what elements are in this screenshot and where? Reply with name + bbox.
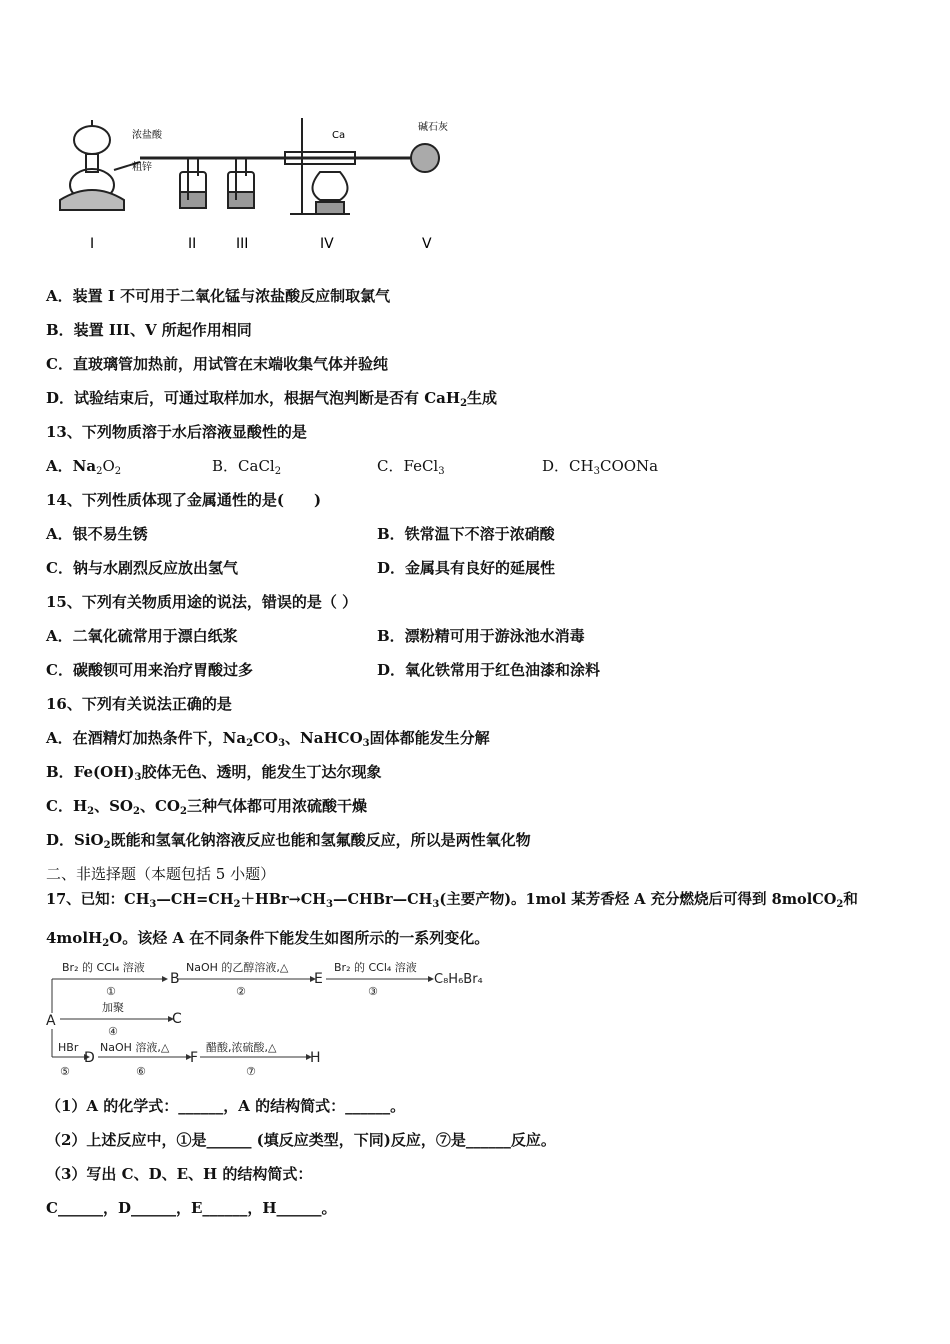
q14-option-c: C．钠与水剧烈反应放出氢气 (46, 559, 238, 577)
q12-option-a: A．装置 I 不可用于二氧化锰与浓盐酸反应制取氯气 (46, 287, 391, 305)
q15-option-c: C．碳酸钡可用来治疗胃酸过多 (46, 661, 253, 679)
reagent-2: NaOH 的乙醇溶液,△ (186, 961, 289, 974)
q12-option-c: C．直玻璃管加热前，用试管在末端收集气体并验纯 (46, 355, 388, 373)
step-6: ⑥ (136, 1065, 146, 1078)
reaction-scheme (46, 955, 506, 1085)
label-zn: 粗锌 (132, 162, 152, 173)
q17-part3: （3）写出 C、D、E、H 的结构简式： (46, 1165, 313, 1183)
q16-stem: 16、下列有关说法正确的是 (46, 695, 232, 713)
reagent-5: HBr (58, 1041, 79, 1054)
q15-option-b: B．漂粉精可用于游泳池水消毒 (377, 627, 585, 645)
node-a: A (46, 1013, 56, 1029)
q12-option-b: B．装置 III、V 所起作用相同 (46, 321, 252, 339)
q17-part1: （1）A 的化学式：______，A 的结构简式：______。 (46, 1097, 406, 1115)
step-7: ⑦ (246, 1065, 256, 1078)
q17-line2: 4molH$_2$O。该烃 A 在不同条件下能发生如图所示的一系列变化。 (46, 929, 490, 949)
q12-option-d: D．试验结束后，可通过取样加水，根据气泡判断是否有 CaH$_2$生成 (46, 389, 498, 409)
q14-option-d: D．金属具有良好的延展性 (377, 559, 556, 577)
node-b: B (170, 971, 180, 987)
q16-option-b: B．$Fe(OH)_3$胶体无色、透明，能发生丁达尔现象 (46, 763, 382, 783)
q17-line1: 17、已知：$CH_3—CH=CH_2+HBr\to CH_3—CHBr—CH_3$(主要产物)。1mol 某芳香烃 A 充分燃烧后可得到 8molCO$_2$和 (46, 891, 858, 910)
roman-5: V (422, 236, 432, 252)
reagent-4: 加聚 (102, 1001, 124, 1014)
q15-option-d: D．氧化铁常用于红色油漆和涂料 (377, 661, 601, 679)
roman-3: III (236, 236, 249, 252)
q13-option-a: A．$Na_2O_2$ (46, 457, 122, 477)
step-4: ④ (108, 1025, 118, 1038)
reagent-7: 醋酸,浓硫酸,△ (206, 1041, 277, 1054)
kipp-generator (60, 120, 140, 210)
roman-4: IV (320, 236, 334, 252)
node-f: F (190, 1050, 199, 1066)
q14-option-a: A．银不易生锈 (46, 525, 148, 543)
q13-option-b: B．CaCl$_2$ (212, 457, 282, 477)
label-hcl: 浓盐酸 (132, 130, 162, 141)
apparatus-diagram (40, 110, 480, 260)
step-2: ② (236, 985, 246, 998)
drying-tube (411, 144, 439, 172)
q14-option-b: B．铁常温下不溶于浓硝酸 (377, 525, 555, 543)
q17-part4: C______，D______，E______，H______。 (46, 1199, 337, 1217)
section-heading: 二、非选择题（本题包括 5 小题） (46, 865, 276, 883)
product-c8h6br4: C₈H₆Br₄ (434, 972, 483, 987)
q16-option-c: C．$H_2$、$SO_2$、$CO_2$三种气体都可用浓硫酸干燥 (46, 797, 367, 817)
node-c: C (172, 1011, 182, 1027)
roman-1: I (90, 236, 95, 252)
wash-bottle-2 (180, 158, 206, 208)
roman-2: II (188, 236, 197, 252)
q16-option-d: D．SiO$_2$既能和氢氧化钠溶液反应也能和氢氟酸反应，所以是两性氧化物 (46, 831, 531, 851)
reagent-3: Br₂ 的 CCl₄ 溶液 (334, 961, 417, 974)
step-1: ① (106, 985, 116, 998)
q14-stem: 14、下列性质体现了金属通性的是( ) (46, 491, 322, 509)
step-3: ③ (368, 985, 378, 998)
reagent-6: NaOH 溶液,△ (100, 1041, 170, 1054)
node-d: D (84, 1050, 95, 1066)
wash-bottle-3 (228, 158, 254, 208)
q13-option-c: C．FeCl$_3$ (377, 457, 445, 477)
label-sodalime: 碱石灰 (418, 122, 448, 133)
q17-part2: （2）上述反应中，①是______ (填反应类型，下同)反应，⑦是______反应。 (46, 1131, 556, 1149)
q16-option-a: A．在酒精灯加热条件下，$Na_2CO_3$、NaHCO$_3$固体都能发生分解 (46, 729, 490, 749)
reagent-1: Br₂ 的 CCl₄ 溶液 (62, 961, 145, 974)
step-5: ⑤ (60, 1065, 70, 1078)
q13-stem: 13、下列物质溶于水后溶液显酸性的是 (46, 423, 307, 441)
q13-option-d: D．$CH_3COONa$ (542, 457, 659, 477)
node-e: E (314, 971, 323, 987)
q15-stem: 15、下列有关物质用途的说法，错误的是（ ） (46, 593, 358, 611)
node-h: H (310, 1050, 321, 1066)
q15-option-a: A．二氧化硫常用于漂白纸浆 (46, 627, 238, 645)
label-ca: Ca (332, 130, 346, 141)
